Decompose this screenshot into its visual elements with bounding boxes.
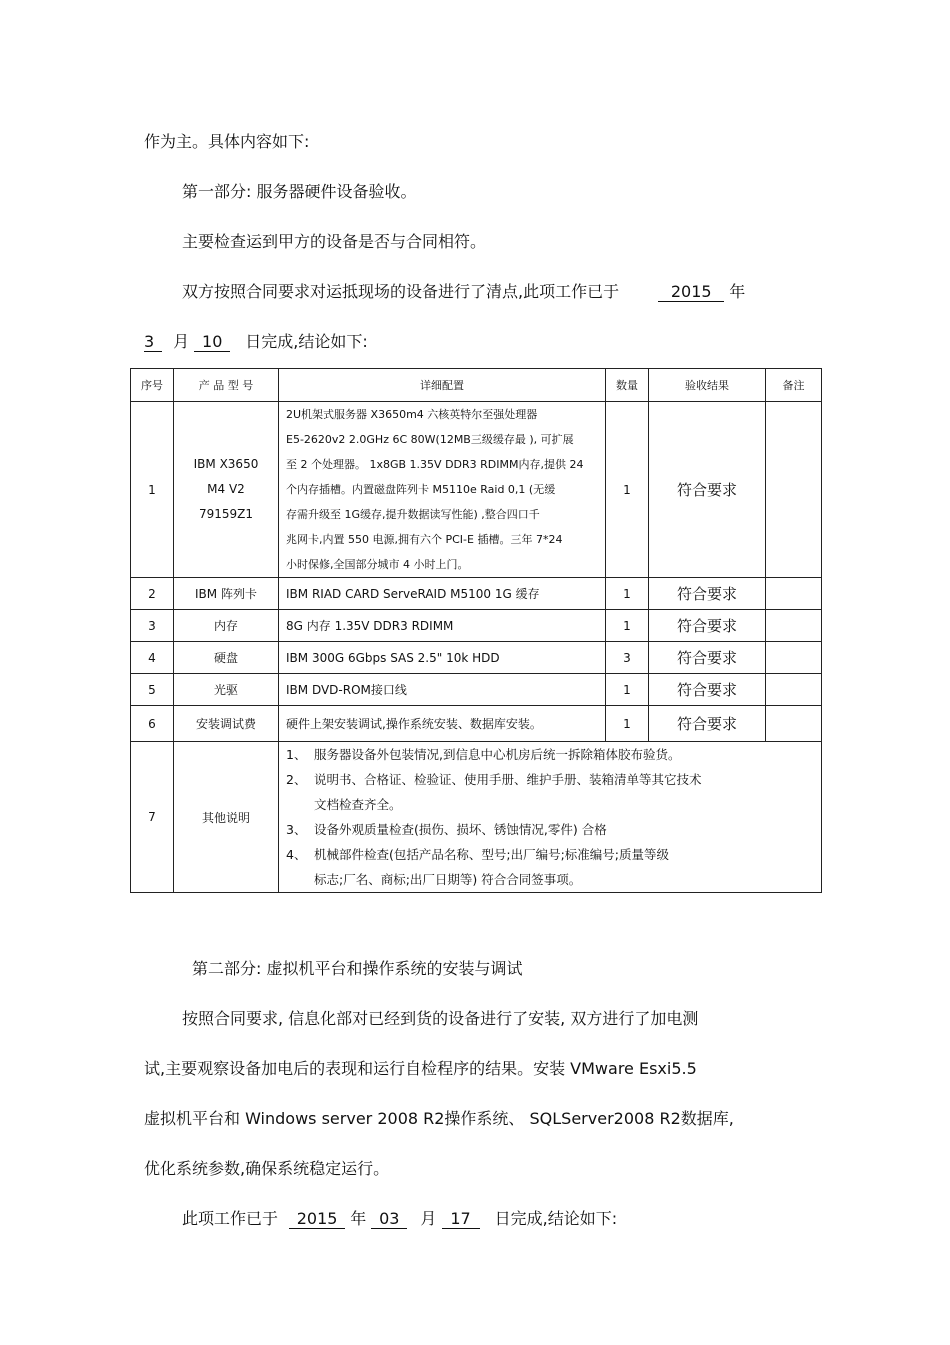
note-text: 设备外观质量检查(损伤、损坏、锈蚀情况,零件) 合格 (314, 822, 607, 837)
row-detail: 8G 内存 1.35V DDR3 RDIMM (279, 610, 606, 642)
row-model: 硬盘 (174, 642, 279, 674)
year-suffix: 年 (729, 282, 746, 301)
note-line (286, 742, 821, 767)
row-remark (766, 402, 822, 578)
row-model: 其他说明 (174, 742, 279, 893)
detail-line: 个内存插槽。内置磁盘阵列卡 M5110e Raid 0,1 (无缓 (286, 483, 556, 496)
row-qty: 1 (606, 674, 649, 706)
row-no: 5 (131, 674, 174, 706)
row-qty: 3 (606, 642, 649, 674)
note-text: 说明书、合格证、检验证、使用手册、维护手册、装箱清单等其它技术 (314, 772, 702, 787)
row-result: 符合要求 (649, 642, 766, 674)
detail-line: E5-2620v2 2.0GHz 6C 80W(12MB三级缓存最 ), 可扩展 (286, 433, 574, 446)
row-detail: IBM DVD-ROM接口线 (279, 674, 606, 706)
detail-line: 存需升级至 1G缓存,提升数据读写性能) ,整合四口千 (286, 508, 540, 521)
row-detail: IBM 300G 6Gbps SAS 2.5" 10k HDD (279, 642, 606, 674)
intro-line: 主要检查运到甲方的设备是否与合同相符。 (182, 232, 487, 251)
part2-date-line (182, 1208, 617, 1230)
row-no: 4 (131, 642, 174, 674)
part2-title: 第二部分: 虚拟机平台和操作系统的安装与调试 (192, 959, 523, 978)
month-field: 3 (144, 333, 162, 352)
table-row (131, 674, 822, 706)
note-text: 文档检查齐全。 (314, 797, 402, 812)
month-suffix: 月 (420, 1209, 437, 1228)
header-qty: 数量 (606, 369, 649, 402)
table-row (131, 402, 822, 578)
note-number: 4、 (286, 847, 307, 862)
table-row (131, 706, 822, 742)
table-row (131, 610, 822, 642)
part2-para-line: 按照合同要求, 信息化部对已经到货的设备进行了安装, 双方进行了加电测 (182, 1009, 699, 1028)
part2-para-line: 优化系统参数,确保系统稳定运行。 (144, 1159, 390, 1178)
date-rest: 日完成,结论如下: (245, 332, 368, 351)
day-field: 10 (194, 333, 230, 352)
row-detail (279, 402, 606, 578)
done-text: 此项工作已于 (182, 1209, 279, 1228)
header-remark: 备注 (766, 369, 822, 402)
row-result: 符合要求 (649, 402, 766, 578)
model-line: 79159Z1 (198, 507, 254, 521)
model-line: IBM X3650 (193, 457, 259, 471)
detail-line: 至 2 个处理器。 1x8GB 1.35V DDR3 RDIMM内存,提供 24 (286, 458, 584, 471)
header-detail: 详细配置 (279, 369, 606, 402)
year-field: 2015 (658, 283, 724, 302)
month-suffix: 月 (173, 332, 190, 351)
month-field: 03 (371, 1210, 407, 1229)
note-number: 2、 (286, 772, 307, 787)
row-model: 安装调试费 (174, 706, 279, 742)
year-field: 2015 (289, 1210, 345, 1229)
row-no: 6 (131, 706, 174, 742)
row-remark (766, 578, 822, 610)
intro-line: 作为主。具体内容如下: (144, 132, 310, 151)
part2-para-line: 虚拟机平台和 Windows server 2008 R2操作系统、 SQLServer2008 R2数据库, (144, 1109, 734, 1128)
header-result: 验收结果 (649, 369, 766, 402)
table-row (131, 642, 822, 674)
note-number: 1、 (286, 747, 307, 762)
row-remark (766, 642, 822, 674)
note-line (286, 767, 821, 792)
day-field: 17 (442, 1210, 480, 1229)
row-no: 3 (131, 610, 174, 642)
row-remark (766, 674, 822, 706)
table-header-row (131, 369, 822, 402)
row-no: 1 (131, 402, 174, 578)
row-result: 符合要求 (649, 706, 766, 742)
date-rest: 日完成,结论如下: (494, 1209, 618, 1228)
row-remark (766, 610, 822, 642)
intro-date-line (144, 331, 368, 353)
note-line (286, 792, 821, 817)
note-text: 标志;厂名、商标;出厂日期等) 符合合同签事项。 (314, 872, 582, 887)
row-result: 符合要求 (649, 610, 766, 642)
note-text: 机械部件检查(包括产品名称、型号;出厂编号;标准编号;质量等级 (314, 847, 670, 862)
table-row (131, 578, 822, 610)
note-line (286, 867, 821, 892)
row-model: 内存 (174, 610, 279, 642)
row-no: 2 (131, 578, 174, 610)
header-no: 序号 (131, 369, 174, 402)
acceptance-table (130, 368, 822, 893)
row-model: IBM 阵列卡 (174, 578, 279, 610)
detail-line: 2U机架式服务器 X3650m4 六核英特尔至强处理器 (286, 408, 538, 421)
model-line: M4 V2 (207, 482, 245, 496)
note-number: 3、 (286, 822, 307, 837)
detail-line: 兆网卡,内置 550 电源,拥有六个 PCI-E 插槽。三年 7*24 (286, 533, 563, 546)
row-no: 7 (131, 742, 174, 893)
row-remark (766, 706, 822, 742)
row-qty: 1 (606, 578, 649, 610)
row-qty: 1 (606, 706, 649, 742)
row-detail: 硬件上架安装调试,操作系统安装、数据库安装。 (279, 706, 606, 742)
row-result: 符合要求 (649, 578, 766, 610)
row-model: 光驱 (174, 674, 279, 706)
note-line (286, 842, 821, 867)
row-qty: 1 (606, 610, 649, 642)
row-detail: IBM RIAD CARD ServeRAID M5100 1G 缓存 (279, 578, 606, 610)
intro-text: 双方按照合同要求对运抵现场的设备进行了清点,此项工作已于 (182, 282, 620, 301)
part1-title: 第一部分: 服务器硬件设备验收。 (182, 182, 417, 201)
note-text: 服务器设备外包装情况,到信息中心机房后统一拆除箱体胶布验货。 (314, 747, 681, 762)
note-line (286, 817, 821, 842)
intro-date-line (182, 281, 745, 303)
part2-para-line: 试,主要观察设备加电后的表现和运行自检程序的结果。安装 VMware Esxi5.5 (144, 1059, 697, 1078)
header-model: 产 品 型 号 (174, 369, 279, 402)
row-result: 符合要求 (649, 674, 766, 706)
row-model (174, 402, 279, 578)
detail-line: 小时保修,全国部分城市 4 小时上门。 (286, 558, 469, 571)
year-suffix: 年 (350, 1209, 367, 1228)
table-row (131, 742, 822, 893)
row-qty: 1 (606, 402, 649, 578)
notes-cell (279, 742, 822, 893)
